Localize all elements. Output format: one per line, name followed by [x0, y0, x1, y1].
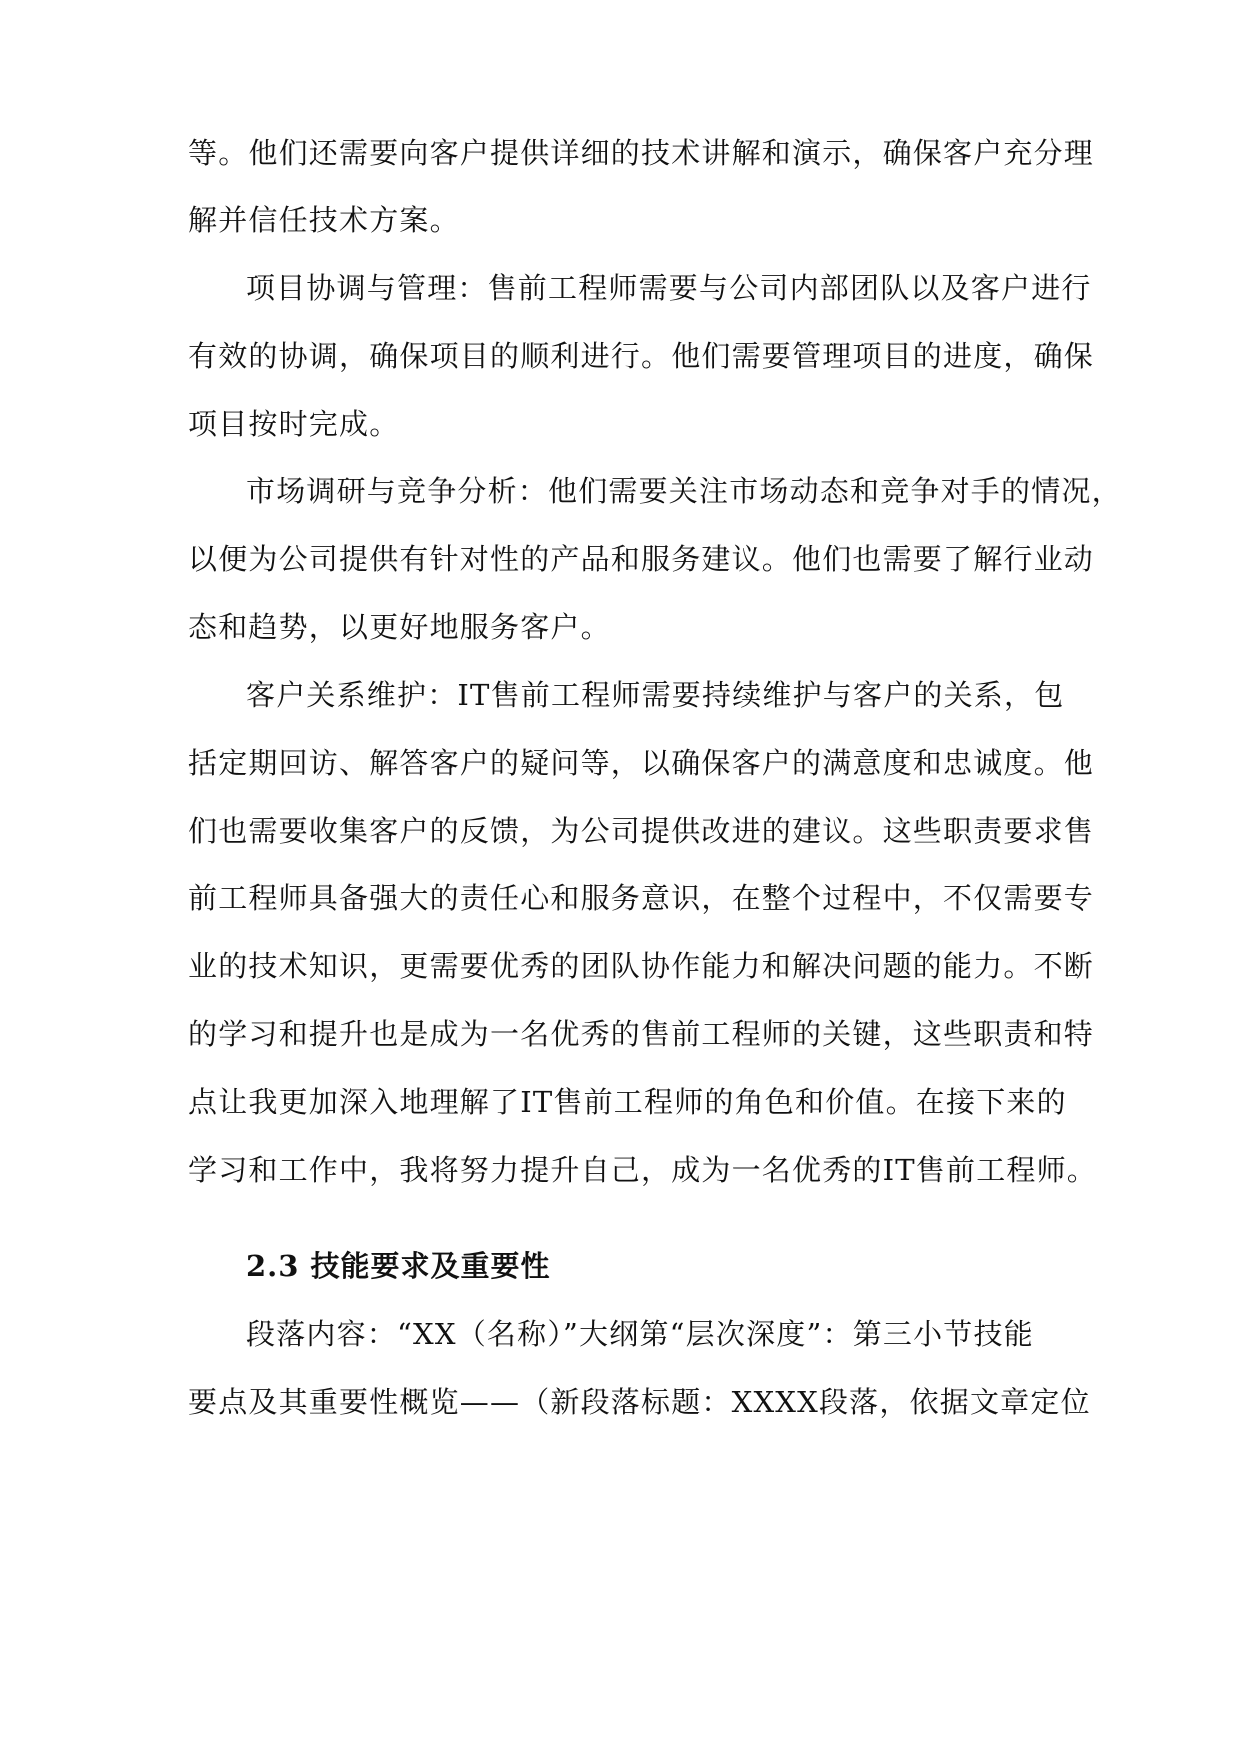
paragraph-line: 括定期回访、解答客户的疑问等，以确保客户的满意度和忠诚度。他	[188, 746, 1095, 780]
paragraph-line: 学习和工作中，我将努力提升自己，成为一名优秀的IT售前工程师。	[188, 1153, 1097, 1187]
paragraph-line: 市场调研与竞争分析：他们需要关注市场动态和竞争对手的情况，	[246, 474, 1122, 508]
paragraph-line: 们也需要收集客户的反馈，为公司提供改进的建议。这些职责要求售	[188, 814, 1095, 848]
paragraph-line: 项目协调与管理：售前工程师需要与公司内部团队以及客户进行	[246, 271, 1092, 305]
paragraph-line: 有效的协调，确保项目的顺利进行。他们需要管理项目的进度，确保	[188, 339, 1095, 373]
paragraph-line: 客户关系维护：IT售前工程师需要持续维护与客户的关系，包	[246, 678, 1065, 712]
paragraph-line: 点让我更加深入地理解了IT售前工程师的角色和价值。在接下来的	[188, 1085, 1067, 1119]
paragraph-line: 态和趋势，以更好地服务客户。	[188, 610, 611, 644]
paragraph-line: 业的技术知识，更需要优秀的团队协作能力和解决问题的能力。不断	[188, 949, 1095, 983]
paragraph-line: 项目按时完成。	[188, 407, 400, 441]
paragraph-line: 等。他们还需要向客户提供详细的技术讲解和演示，确保客户充分理	[188, 136, 1095, 170]
paragraph-line: 以便为公司提供有针对性的产品和服务建议。他们也需要了解行业动	[188, 542, 1095, 576]
paragraph-line: 的学习和提升也是成为一名优秀的售前工程师的关键，这些职责和特	[188, 1017, 1095, 1051]
paragraph-line: 解并信任技术方案。	[188, 203, 460, 237]
paragraph-line: 前工程师具备强大的责任心和服务意识，在整个过程中，不仅需要专	[188, 881, 1095, 915]
section-heading: 2.3 技能要求及重要性	[246, 1249, 551, 1283]
paragraph-line: 要点及其重要性概览——（新段落标题：XXXX段落，依据文章定位	[188, 1385, 1091, 1419]
paragraph-line: 段落内容：“XX（名称）”大纲第“层次深度”：第三小节技能	[246, 1317, 1034, 1351]
